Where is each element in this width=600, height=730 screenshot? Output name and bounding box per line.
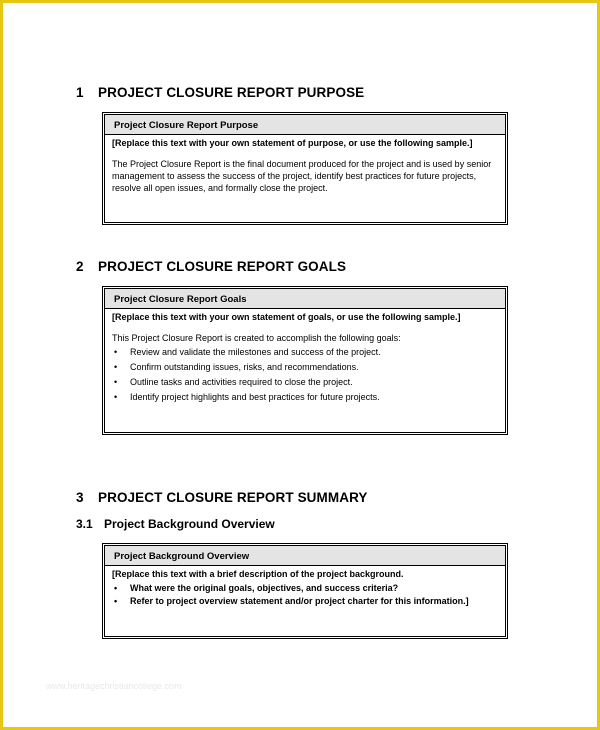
goals-box [102, 286, 508, 435]
section-2-title: PROJECT CLOSURE REPORT GOALS [98, 259, 347, 274]
section-1-heading [76, 85, 364, 100]
background-list [112, 582, 498, 607]
subsection-3-1-title: Project Background Overview [104, 517, 275, 531]
section-3-number: 3 [76, 490, 84, 505]
purpose-instruction: [Replace this text with your own statement of purpose, or use the following sample.] [112, 138, 473, 148]
list-item: • Confirm outstanding issues, risks, and recommendations. [112, 361, 498, 373]
list-item: • Review and validate the milestones and success of the project. [112, 346, 498, 358]
background-box-header: Project Background Overview [105, 546, 505, 566]
section-3-heading [76, 490, 368, 505]
section-3-title: PROJECT CLOSURE REPORT SUMMARY [98, 490, 368, 505]
list-item: • What were the original goals, objectives, and success criteria? [112, 582, 498, 594]
list-item: • Outline tasks and activities required to close the project. [112, 376, 498, 388]
purpose-box [102, 112, 508, 225]
goals-instruction: [Replace this text with your own statement of goals, or use the following sample.] [112, 312, 461, 322]
subsection-3-1-heading [76, 517, 275, 531]
list-item: • Refer to project overview statement and/or project charter for this information.] [112, 595, 498, 607]
section-2-number: 2 [76, 259, 84, 274]
list-item: • Identify project highlights and best practices for future projects. [112, 391, 498, 403]
background-instruction: [Replace this text with a brief description of the project background. [112, 569, 404, 579]
subsection-3-1-number: 3.1 [76, 517, 93, 531]
watermark-text: www.heritagechristiancollege.com [46, 681, 182, 691]
goals-list [112, 346, 498, 403]
section-1-number: 1 [76, 85, 84, 100]
goals-box-header: Project Closure Report Goals [105, 289, 505, 309]
purpose-box-header: Project Closure Report Purpose [105, 115, 505, 135]
purpose-paragraph: The Project Closure Report is the final document produced for the project and is used by senior management to assess the success of the project, identify best practices for future projects, resolve all open issues, and formally close the project. [112, 159, 492, 193]
background-box-body [103, 566, 507, 616]
goals-intro: This Project Closure Report is created to accomplish the following goals: [112, 333, 401, 343]
document-page [6, 6, 594, 724]
goals-box-body [103, 309, 507, 414]
section-1-title: PROJECT CLOSURE REPORT PURPOSE [98, 85, 365, 100]
section-2-heading [76, 259, 346, 274]
purpose-box-body [103, 135, 507, 202]
background-box [102, 543, 508, 639]
